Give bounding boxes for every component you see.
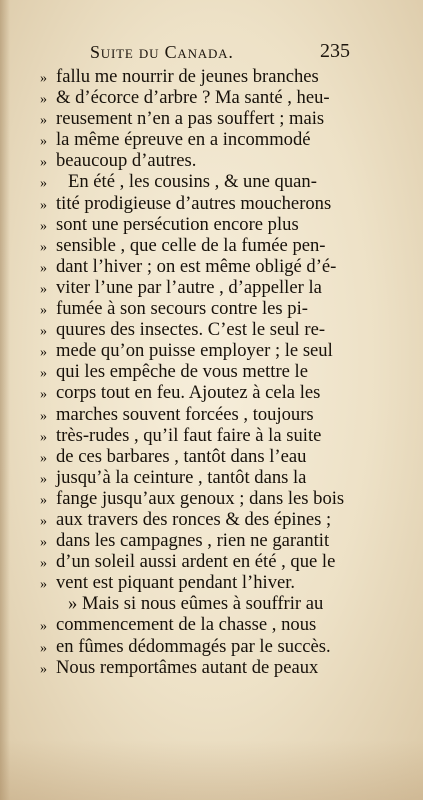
quote-mark: »: [40, 71, 47, 86]
text-line: [40, 298, 390, 319]
text-line: [40, 66, 390, 87]
quote-mark: »: [40, 387, 47, 403]
text-line: [40, 277, 390, 298]
quote-mark: »: [40, 535, 47, 551]
line-text: marches souvent forcées , toujours: [56, 403, 314, 425]
text-line: [40, 488, 390, 509]
text-line: [40, 572, 390, 593]
line-text: la même épreuve en a incommodé: [56, 129, 311, 151]
line-text: & d’écorce d’arbre ? Ma santé , heu-: [56, 87, 330, 109]
quote-mark: »: [40, 661, 47, 677]
line-text: viter l’une par l’autre , d’appeller la: [56, 276, 322, 298]
line-text: corps tout en feu. Ajoutez à cela les: [56, 382, 321, 404]
quote-mark: »: [40, 176, 47, 192]
running-title: Suite du Canada.: [90, 42, 234, 62]
text-line: [40, 87, 390, 108]
quote-mark: »: [40, 366, 47, 382]
text-line: [40, 150, 390, 171]
text-line: [40, 657, 390, 678]
text-line: [40, 636, 390, 657]
quote-mark: »: [40, 134, 47, 150]
quote-mark: »: [40, 450, 47, 466]
quote-mark: »: [40, 197, 47, 213]
line-text: sont une persécution encore plus: [56, 213, 299, 235]
quote-mark: »: [40, 640, 47, 656]
quote-mark: »: [40, 303, 47, 319]
text-line: [40, 256, 390, 277]
line-text: de ces barbares , tantôt dans l’eau: [56, 445, 307, 467]
quote-mark: »: [40, 429, 47, 445]
quote-mark: »: [40, 281, 47, 297]
text-line: [40, 235, 390, 256]
text-line: [40, 340, 390, 361]
line-text: fallu me nourrir de jeunes branches: [56, 66, 319, 87]
page-binding-shadow: [0, 0, 10, 800]
line-text: commencement de la chasse , nous: [56, 614, 317, 636]
text-line: [40, 446, 390, 467]
quote-mark: »: [40, 218, 47, 234]
text-line: [40, 319, 390, 340]
page-number: 235: [320, 40, 350, 62]
text-line: [40, 108, 390, 129]
text-line: [40, 214, 390, 235]
line-text: fumée à son secours contre les pi-: [56, 298, 308, 320]
line-text: » Mais si nous eûmes à souffrir au: [68, 593, 324, 615]
line-text: dans les campagnes , rien ne garantit: [56, 530, 330, 552]
text-line: [40, 129, 390, 150]
text-line: [40, 193, 390, 214]
line-text: tité prodigieuse d’autres moucherons: [56, 192, 332, 214]
line-text: qui les empêche de vous mettre le: [56, 361, 308, 383]
paper-stain: [0, 740, 423, 800]
line-text: quures des insectes. C’est le seul re-: [56, 319, 326, 341]
text-line: [40, 425, 390, 446]
quote-mark: »: [40, 492, 47, 508]
text-line: [40, 361, 390, 382]
line-text: jusqu’à la ceinture , tantôt dans la: [56, 466, 307, 488]
quote-mark: »: [40, 92, 47, 108]
line-text: en fûmes dédommagés par le succès.: [56, 635, 331, 657]
quote-mark: »: [40, 471, 47, 487]
text-line: [40, 614, 390, 635]
line-text: Nous remportâmes autant de peaux: [56, 656, 319, 678]
text-line: [40, 593, 390, 614]
line-text: dant l’hiver ; on est même obligé d’é-: [56, 255, 337, 277]
text-line: [40, 404, 390, 425]
text-line: [40, 171, 390, 192]
line-text: reusement n’en a pas souffert ; mais: [56, 108, 325, 130]
line-text: vent est piquant pendant l’hiver.: [56, 572, 296, 594]
quote-mark: »: [40, 408, 47, 424]
quote-mark: »: [40, 556, 47, 572]
quote-mark: »: [40, 619, 47, 635]
quote-mark: »: [40, 239, 47, 255]
quote-mark: »: [40, 113, 47, 129]
quote-mark: »: [40, 513, 47, 529]
body-text: [40, 66, 390, 678]
line-text: d’un soleil aussi ardent en été , que le: [56, 551, 336, 573]
quote-mark: »: [40, 324, 47, 340]
quote-mark: »: [40, 155, 47, 171]
line-text: fange jusqu’aux genoux ; dans les bois: [56, 487, 345, 509]
text-line: [40, 467, 390, 488]
line-text: très-rudes , qu’il faut faire à la suite: [56, 424, 322, 446]
text-line: [40, 551, 390, 572]
quote-mark: »: [40, 260, 47, 276]
text-line: [40, 509, 390, 530]
quote-mark: »: [40, 577, 47, 593]
line-text: beaucoup d’autres.: [56, 150, 197, 172]
text-line: [40, 530, 390, 551]
line-text: mede qu’on puisse employer ; le seul: [56, 340, 333, 362]
line-text: aux travers des ronces & des épines ;: [56, 508, 332, 530]
page-header: [90, 42, 350, 68]
text-line: [40, 382, 390, 403]
line-text: sensible , que celle de la fumée pen-: [56, 234, 326, 256]
quote-mark: »: [40, 345, 47, 361]
line-text: En été , les cousins , & une quan-: [68, 171, 317, 193]
